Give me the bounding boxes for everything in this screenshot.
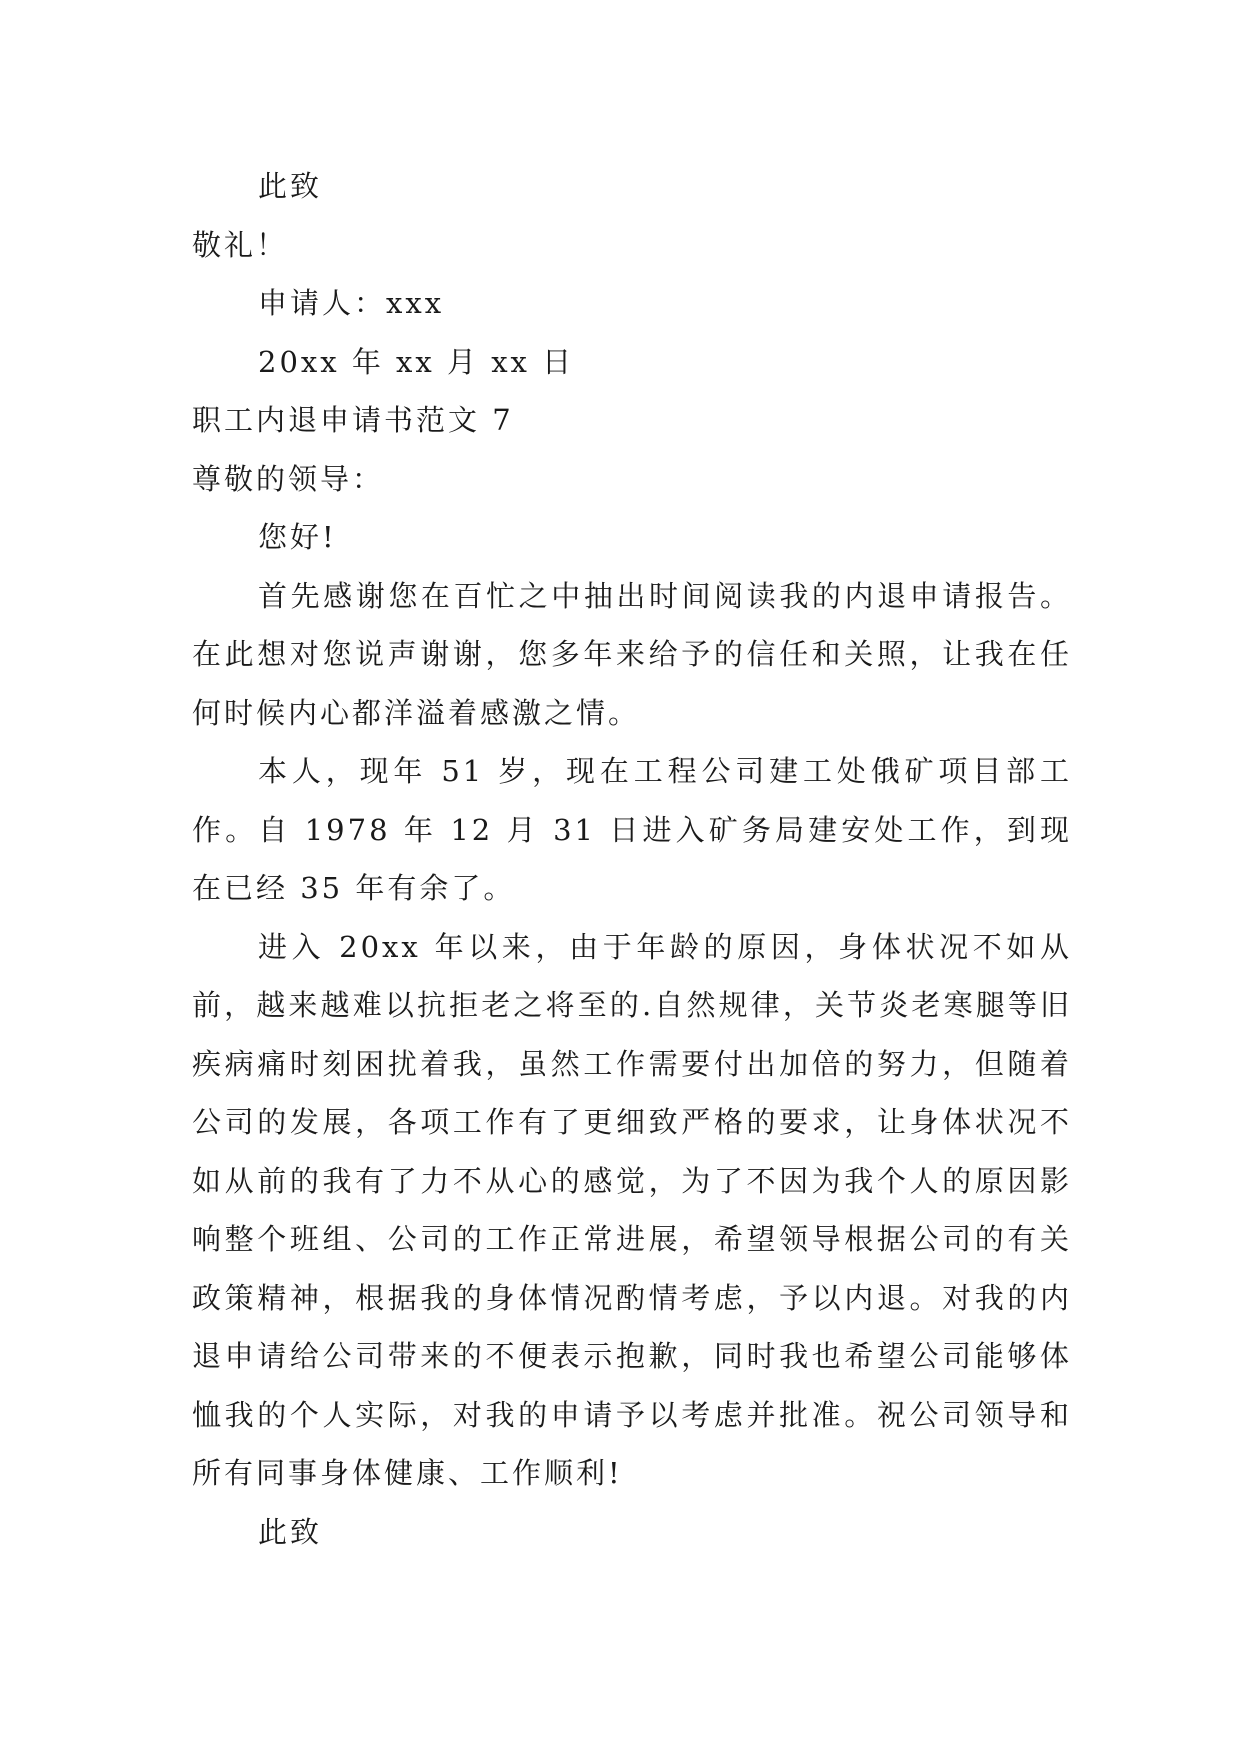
document-body [192, 157, 1072, 1561]
closing-phrase-bottom: 此致 [258, 1514, 323, 1549]
paragraph-request: 进入 20xx 年以来，由于年龄的原因，身体状况不如从前，越来越难以抗拒老之将至的.自然规律，关节炎老寒腿等旧疾病痛时刻困扰着我，虽然工作需要付出加倍的努力，但随着公司的发展，各项工作有了更细致严格的要求，让身体状况不如从前的我有了力不从心的感觉，为了不因为我个人的原因影响整个班组、公司的工作正常进展，希望领导根据公司的有关政策精神，根据我的身体情况酌情考虑，予以内退。对我的内退申请给公司带来的不便表示抱歉，同时我也希望公司能够体恤我的个人实际，对我的申请予以考虑并批准。祝公司领导和所有同事身体健康、工作顺利! [192, 929, 1072, 1490]
paragraph-thanks: 首先感谢您在百忙之中抽出时间阅读我的内退申请报告。在此想对您说声谢谢，您多年来给予的信任和关照，让我在任何时候内心都洋溢着感激之情。 [192, 578, 1072, 730]
section-title: 职工内退申请书范文 7 [192, 403, 514, 437]
paragraph-background: 本人，现年 51 岁，现在工程公司建工处俄矿项目部工作。自 1978 年 12 月 31 日进入矿务局建安处工作，到现在已经 35 年有余了。 [192, 754, 1072, 905]
closing-phrase-top: 此致 [258, 169, 323, 203]
date-line: 20xx 年 xx 月 xx 日 [258, 344, 575, 379]
salutation-top: 敬礼！ [192, 227, 289, 262]
hello-line: 您好! [258, 520, 337, 554]
greeting-line: 尊敬的领导： [192, 461, 385, 496]
applicant-line: 申请人：xxx [258, 286, 445, 320]
